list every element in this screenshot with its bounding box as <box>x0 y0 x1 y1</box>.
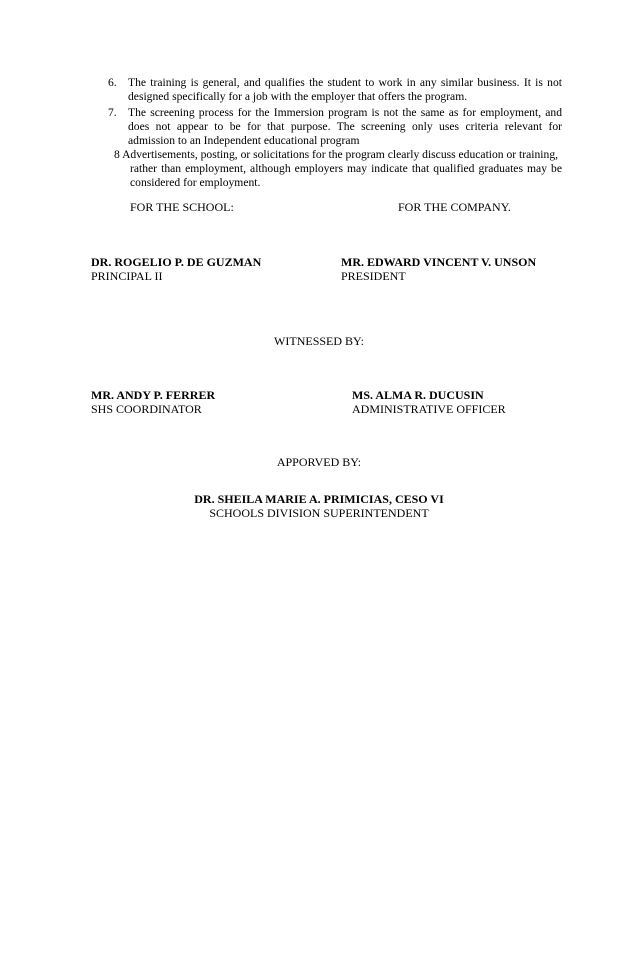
superintendent-name: DR. SHEILA MARIE A. PRIMICIAS, CESO VI <box>194 492 444 506</box>
list-item <box>108 76 562 104</box>
list-item <box>108 106 562 148</box>
superintendent-title: SCHOOLS DIVISION SUPERINTENDENT <box>209 506 429 520</box>
principal-name: DR. ROGELIO P. DE GUZMAN <box>91 255 262 269</box>
coordinator-name: MR. ANDY P. FERRER <box>91 388 216 402</box>
item-text: The training is general, and qualifies the student to work in any similar business. It is not designed specifically for a job with the employer that offers the program. <box>128 76 562 103</box>
item-text: rather than employment, although employers may indicate that qualified graduates may be considered for employment. <box>130 162 562 189</box>
witnessed-label: WITNESSED BY: <box>274 334 364 348</box>
school-label: FOR THE SCHOOL: <box>130 200 234 214</box>
president-title: PRESIDENT <box>341 269 406 283</box>
admin-title: ADMINISTRATIVE OFFICER <box>352 402 506 416</box>
list-item <box>114 148 562 190</box>
coordinator-title: SHS COORDINATOR <box>91 402 202 416</box>
approved-label: APPORVED BY: <box>276 455 362 469</box>
principal-title: PRINCIPAL II <box>91 269 163 283</box>
item-number: 8 <box>114 148 120 161</box>
item-text: The screening process for the Immersion program is not the same as for employment, and does not appear to be for that purpose. The screening only uses criteria relevant for admission to an Independent educational program <box>128 106 562 147</box>
admin-name: MS. ALMA R. DUCUSIN <box>352 388 484 402</box>
company-label: FOR THE COMPANY. <box>398 200 511 214</box>
item-first-line: Advertisements, posting, or solicitations for the program clearly discuss education or training, <box>122 148 559 161</box>
item-number: 6. <box>108 76 117 89</box>
item-number: 7. <box>108 106 117 119</box>
president-name: MR. EDWARD VINCENT V. UNSON <box>341 255 537 269</box>
